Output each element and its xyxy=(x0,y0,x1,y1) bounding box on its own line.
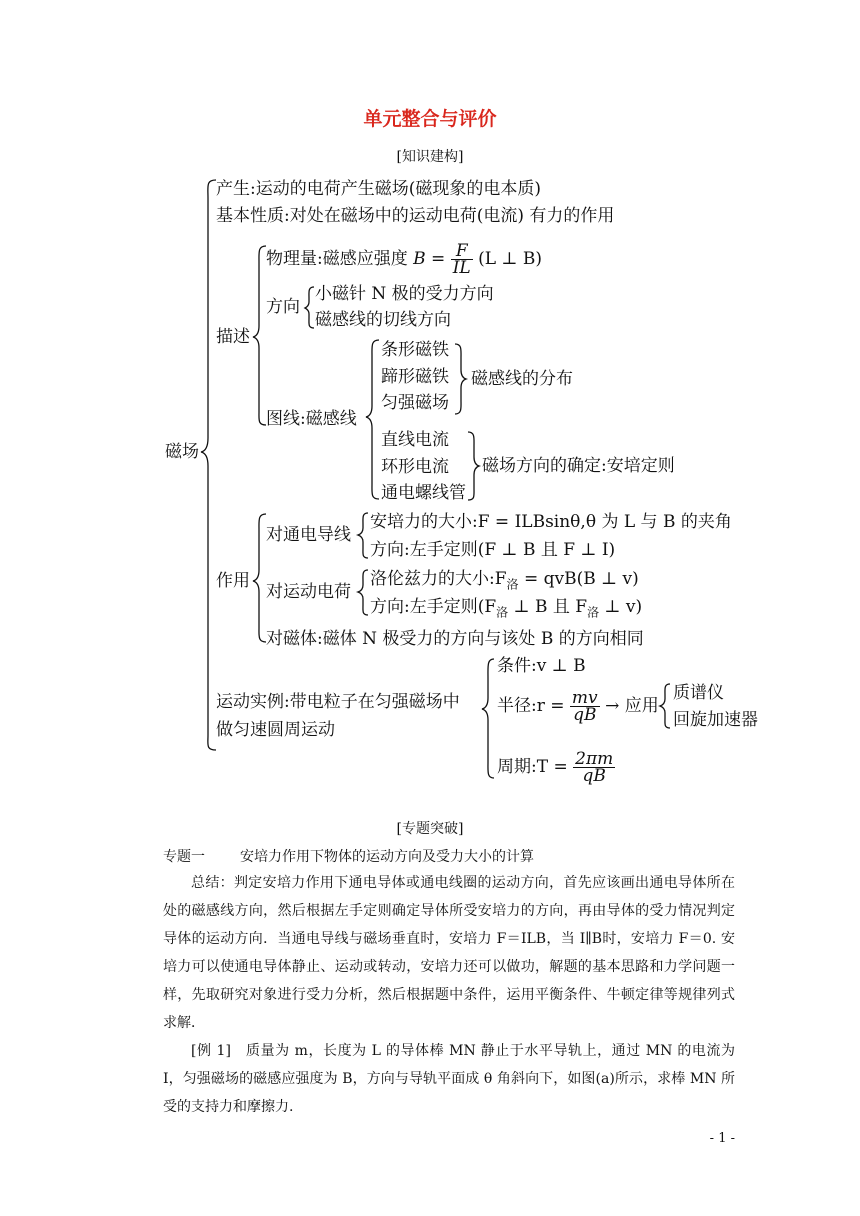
on-wire-brace xyxy=(358,513,368,558)
induction-condition: (L ⊥ B) xyxy=(478,249,542,269)
lorentz-size-prefix: 洛伦兹力的大小:F xyxy=(370,569,507,589)
on-charge-brace xyxy=(358,570,368,615)
example-line-2: 做匀速圆周运动 xyxy=(216,720,335,740)
example-brace xyxy=(482,659,494,778)
application-item-2: 回旋加速器 xyxy=(673,710,758,730)
application-item-1: 质谱仪 xyxy=(673,683,724,703)
currents-result-brace xyxy=(468,432,479,500)
effect-label: 作用 xyxy=(216,571,250,591)
period-fraction xyxy=(573,751,615,784)
radius-den: qB xyxy=(573,705,597,725)
period-num: 2πm xyxy=(575,749,614,769)
magnet-item-3: 匀强磁场 xyxy=(381,393,449,413)
magnet-item-1: 条形磁铁 xyxy=(381,340,449,360)
root-brace xyxy=(201,180,216,750)
diagram-brace xyxy=(366,340,379,499)
lorentz-dir-prefix: 方向:左手定则(F xyxy=(370,597,497,617)
current-item-2: 环形电流 xyxy=(381,457,449,477)
period-den: qB xyxy=(582,766,606,786)
direction-label: 方向 xyxy=(266,297,300,317)
lorentz-size xyxy=(370,569,639,594)
lorentz-sub-2: 洛 xyxy=(496,605,509,620)
describe-brace xyxy=(253,246,266,425)
lorentz-size-suffix: = qvB(B ⊥ v) xyxy=(523,569,639,589)
section-knowledge-heading: [知识建构] xyxy=(396,149,464,165)
physical-quantity-prefix: 物理量:磁感应强度 xyxy=(266,249,408,269)
period-prefix: 周期:T = xyxy=(497,757,568,777)
mindmap-root: 磁场 xyxy=(165,442,199,462)
topic1-body xyxy=(163,869,735,1121)
section-topics-heading: [专题突破] xyxy=(396,821,464,837)
topic1-example1: [例 1] 质量为 m，长度为 L 的导体棒 MN 静止于水平导轨上，通过 MN 的电流为 I，匀强磁场的磁感应强度为 B，方向与导轨平面成 θ 角斜向下，如图(a)所示，求棒 MN 所受的支持力和摩擦力. xyxy=(163,1043,735,1115)
on-magnet-line: 对磁体:磁体 N 极受力的方向与该处 B 的方向相同 xyxy=(266,629,644,649)
applications-brace xyxy=(660,684,670,728)
lorentz-sub-1: 洛 xyxy=(506,577,519,592)
currents-result: 磁场方向的确定:安培定则 xyxy=(482,456,675,476)
topic1-title: 安培力作用下物体的运动方向及受力大小的计算 xyxy=(240,849,534,865)
ampere-size: 安培力的大小:F = ILBsinθ,θ 为 L 与 B 的夹角 xyxy=(370,512,732,532)
radius-fraction xyxy=(570,690,600,723)
direction-item-1: 小磁针 N 极的受力方向 xyxy=(315,284,494,304)
magnets-result-brace xyxy=(455,344,466,414)
application-arrow: → 应用 xyxy=(605,696,659,716)
describe-label: 描述 xyxy=(216,327,250,347)
induction-fraction xyxy=(451,243,473,276)
radius-prefix: 半径:r = xyxy=(497,696,565,716)
radius-num: mv xyxy=(571,688,598,708)
on-charge-label: 对运动电荷 xyxy=(266,582,351,602)
example-condition: 条件:v ⊥ B xyxy=(497,656,586,676)
period-line xyxy=(497,751,615,784)
lorentz-sub-3: 洛 xyxy=(587,605,600,620)
diagram-label: 图线:磁感线 xyxy=(266,409,357,429)
example-line-1: 运动实例:带电粒子在匀强磁场中 xyxy=(216,692,460,712)
current-item-3: 通电螺线管 xyxy=(381,483,466,503)
lorentz-dir-mid: ⊥ B 且 F xyxy=(513,597,588,617)
produce-line: 产生:运动的电荷产生磁场(磁现象的电本质) xyxy=(216,179,541,199)
topic1-label: 专题一 xyxy=(163,849,205,865)
lorentz-direction xyxy=(370,597,642,622)
current-item-1: 直线电流 xyxy=(381,430,449,450)
ampere-direction: 方向:左手定则(F ⊥ B 且 F ⊥ I) xyxy=(370,540,616,560)
direction-brace xyxy=(305,287,314,328)
physical-quantity-symbol: B xyxy=(413,249,426,269)
on-wire-label: 对通电导线 xyxy=(266,525,351,545)
physical-quantity-line: 物理量:磁感应强度 B = $\frac{F}{IL}$ (L ⊥ B) xyxy=(266,241,542,278)
induction-fraction-num: F xyxy=(451,243,473,260)
induction-fraction-den: IL xyxy=(452,258,471,278)
magnet-item-2: 蹄形磁铁 xyxy=(381,367,449,387)
page-title: 单元整合与评价 xyxy=(363,108,497,130)
topic1-summary: 总结：判定安培力作用下通电导体或通电线圈的运动方向，首先应该画出通电导体所在处的磁感线方向，然后根据左手定则确定导体所受安培力的方向，再由导体的受力情况判定导体的运动方向．当通电导线与磁场垂直时，安培力 F＝ILB，当 I∥B时，安培力 F＝0. 安培力可以使通电导体静止、运动或转动，安培力还可以做功，解题的基本思路和力学问题一样，先取研究对象进行受力分析，然后根据题中条件，运用平衡条件、牛顿定律等规律列式求解． xyxy=(163,875,735,1031)
lorentz-dir-suffix: ⊥ v) xyxy=(604,597,643,617)
magnets-result: 磁感线的分布 xyxy=(471,369,573,389)
effect-brace xyxy=(253,514,266,642)
basic-property-line: 基本性质:对处在磁场中的运动电荷(电流) 有力的作用 xyxy=(216,206,615,226)
radius-line xyxy=(497,690,659,723)
page-number: - 1 - xyxy=(709,1131,735,1146)
direction-item-2: 磁感线的切线方向 xyxy=(315,310,451,330)
